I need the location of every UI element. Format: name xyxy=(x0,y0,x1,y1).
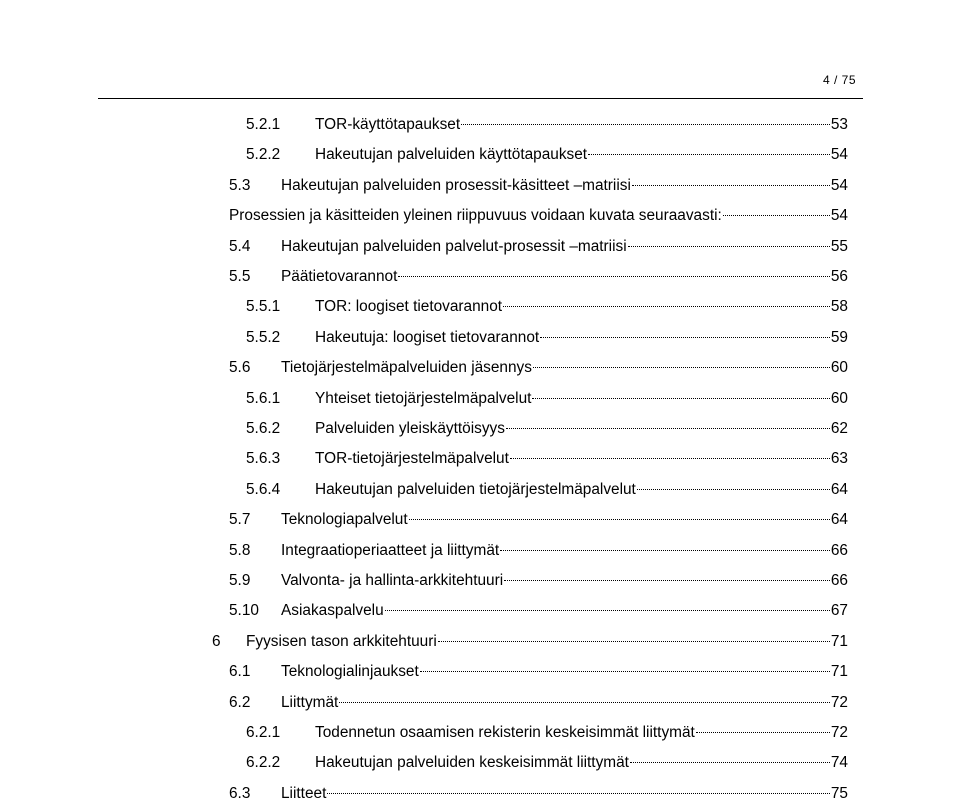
toc-entry-title: Hakeutujan palveluiden prosessit-käsitteet –matriisi xyxy=(281,176,631,194)
toc-entry-page: 72 xyxy=(830,693,848,711)
toc-entry-number: 5.2.1 xyxy=(246,116,281,133)
toc-entry-number: 6 xyxy=(212,632,221,650)
toc-entry-title: Integraatioperiaatteet ja liittymät xyxy=(281,541,500,559)
toc-entry-number: 5.10 xyxy=(229,602,259,620)
toc-dot-leader xyxy=(504,580,830,581)
toc-entry-number: 5.5.1 xyxy=(246,298,281,316)
toc-entry-page: 66 xyxy=(830,572,848,589)
toc-dot-leader xyxy=(506,428,830,429)
toc-entry-number: 5.4 xyxy=(229,237,251,255)
toc-entry-title: Hakeutujan palveluiden keskeisimmät liittymät xyxy=(315,754,629,772)
toc-entry-title: Teknologiapalvelut xyxy=(281,511,408,529)
toc-entry-page: 60 xyxy=(830,389,848,407)
toc-entry-number: 6.3 xyxy=(229,784,251,802)
header-rule xyxy=(98,98,863,99)
toc-entry[interactable] xyxy=(229,202,848,230)
toc-dot-leader xyxy=(461,124,830,125)
toc-entry-page: 53 xyxy=(830,116,848,133)
toc-entry-number: 6.2.2 xyxy=(246,754,281,772)
toc-entry-title: Hakeutujan palveluiden käyttötapaukset xyxy=(315,146,588,164)
toc-dot-leader xyxy=(398,276,830,277)
toc-entry-title: Yhteiset tietojärjestelmäpalvelut xyxy=(315,389,532,407)
toc-entry-page: 58 xyxy=(830,298,848,316)
toc-dot-leader xyxy=(438,641,830,642)
toc-entry-number: 5.6.3 xyxy=(246,450,281,468)
toc-entry-title: Valvonta- ja hallinta-arkkitehtuuri xyxy=(281,572,504,589)
toc-entry-title: Teknologialinjaukset xyxy=(281,663,419,681)
toc-entry-title: Hakeutujan palveluiden palvelut-prosessit –matriisi xyxy=(281,237,627,255)
toc-entry-title: TOR-käyttötapaukset xyxy=(315,116,461,133)
toc-dot-leader xyxy=(532,398,829,399)
toc-entry-page: 71 xyxy=(830,632,848,650)
toc-entry-page: 66 xyxy=(830,541,848,559)
toc-dot-leader xyxy=(696,732,830,733)
toc-entry[interactable] xyxy=(212,628,848,656)
toc-entry-number: 5.7 xyxy=(229,511,251,529)
toc-entry-page: 62 xyxy=(830,420,848,437)
toc-entry[interactable] xyxy=(246,415,848,443)
toc-entry[interactable] xyxy=(246,385,848,413)
toc-entry-page: 56 xyxy=(830,268,848,285)
toc-entry-title: Asiakaspalvelu xyxy=(281,602,384,620)
toc-entry[interactable] xyxy=(229,537,848,565)
toc-entry-title: Prosessien ja käsitteiden yleinen riippuvuus voidaan kuvata seuraavasti: xyxy=(229,207,722,225)
toc-dot-leader xyxy=(630,762,830,763)
toc-entry-number: 6.1 xyxy=(229,663,251,681)
toc-entry-number: 5.6 xyxy=(229,359,251,377)
toc-entry[interactable] xyxy=(246,476,848,504)
toc-entry-title: Päätietovarannot xyxy=(281,268,398,285)
toc-entry[interactable] xyxy=(246,749,848,777)
toc-dot-leader xyxy=(588,154,830,155)
toc-dot-leader xyxy=(628,246,830,247)
toc-entry[interactable] xyxy=(229,172,848,200)
toc-entry[interactable] xyxy=(229,597,848,625)
toc-entry-title: Fyysisen tason arkkitehtuuri xyxy=(246,632,437,650)
toc-entry-title: Palveluiden yleiskäyttöisyys xyxy=(315,420,505,437)
toc-entry-title: Liittymät xyxy=(281,693,339,711)
toc-entry-page: 64 xyxy=(830,511,848,529)
toc-entry-number: 5.3 xyxy=(229,176,251,194)
toc-entry-title: Liitteet xyxy=(281,784,327,802)
toc-dot-leader xyxy=(339,702,830,703)
toc-dot-leader xyxy=(385,610,830,611)
toc-entry-title: TOR-tietojärjestelmäpalvelut xyxy=(315,450,509,468)
toc-entry-page: 64 xyxy=(830,480,848,498)
toc-entry[interactable] xyxy=(246,445,848,473)
toc-dot-leader xyxy=(327,793,830,794)
toc-entry-title: Tietojärjestelmäpalveluiden jäsennys xyxy=(281,359,532,377)
toc-entry-page: 67 xyxy=(830,602,848,620)
page-number: 4 / 75 xyxy=(822,73,856,87)
toc-entry-page: 55 xyxy=(830,237,848,255)
toc-entry-page: 71 xyxy=(830,663,848,681)
toc-entry-title: TOR: loogiset tietovarannot xyxy=(315,298,503,316)
toc-entry[interactable] xyxy=(246,293,848,321)
toc-entry[interactable] xyxy=(229,567,848,595)
toc-entry-number: 5.6.1 xyxy=(246,389,281,407)
toc-entry-page: 75 xyxy=(830,784,848,802)
toc-entry[interactable] xyxy=(246,141,848,169)
toc-entry-page: 72 xyxy=(830,724,848,741)
toc-dot-leader xyxy=(637,489,830,490)
toc-entry[interactable] xyxy=(246,719,848,747)
toc-entry-number: 5.5.2 xyxy=(246,328,281,346)
toc-dot-leader xyxy=(409,519,830,520)
toc-entry[interactable] xyxy=(246,324,848,352)
toc-entry-title: Hakeutujan palveluiden tietojärjestelmäpalvelut xyxy=(315,480,636,498)
toc-dot-leader xyxy=(723,215,830,216)
toc-entry-title: Hakeutuja: loogiset tietovarannot xyxy=(315,328,540,346)
toc-dot-leader xyxy=(632,185,830,186)
toc-dot-leader xyxy=(510,458,830,459)
toc-entry-number: 6.2.1 xyxy=(246,724,281,741)
toc-entry-page: 59 xyxy=(830,328,848,346)
toc-dot-leader xyxy=(533,367,830,368)
toc-entry-number: 5.8 xyxy=(229,541,251,559)
toc-entry-page: 54 xyxy=(830,176,848,194)
toc-entry[interactable] xyxy=(229,689,848,717)
toc-entry[interactable] xyxy=(246,111,848,139)
toc-entry-number: 5.6.4 xyxy=(246,480,281,498)
toc-entry-number: 5.2.2 xyxy=(246,146,281,164)
toc-dot-leader xyxy=(500,550,830,551)
toc-entry[interactable] xyxy=(229,354,848,382)
toc-dot-leader xyxy=(540,337,830,338)
toc-entry-number: 5.9 xyxy=(229,572,251,589)
toc-entry-number: 6.2 xyxy=(229,693,251,711)
toc-entry-page: 63 xyxy=(830,450,848,468)
toc-entry[interactable] xyxy=(229,658,848,686)
toc-dot-leader xyxy=(420,671,830,672)
toc-dot-leader xyxy=(503,306,830,307)
toc-entry[interactable] xyxy=(229,506,848,534)
toc-entry[interactable] xyxy=(229,780,848,808)
toc-entry-title: Todennetun osaamisen rekisterin keskeisimmät liittymät xyxy=(315,724,695,741)
toc-entry[interactable] xyxy=(229,233,848,261)
toc-entry-page: 60 xyxy=(830,359,848,377)
toc-entry[interactable] xyxy=(229,263,848,291)
toc-entry-page: 54 xyxy=(830,146,848,164)
toc-entry-number: 5.6.2 xyxy=(246,420,281,437)
toc-entry-page: 54 xyxy=(830,207,848,225)
toc-entry-number: 5.5 xyxy=(229,268,251,285)
toc-entry-page: 74 xyxy=(830,754,848,772)
